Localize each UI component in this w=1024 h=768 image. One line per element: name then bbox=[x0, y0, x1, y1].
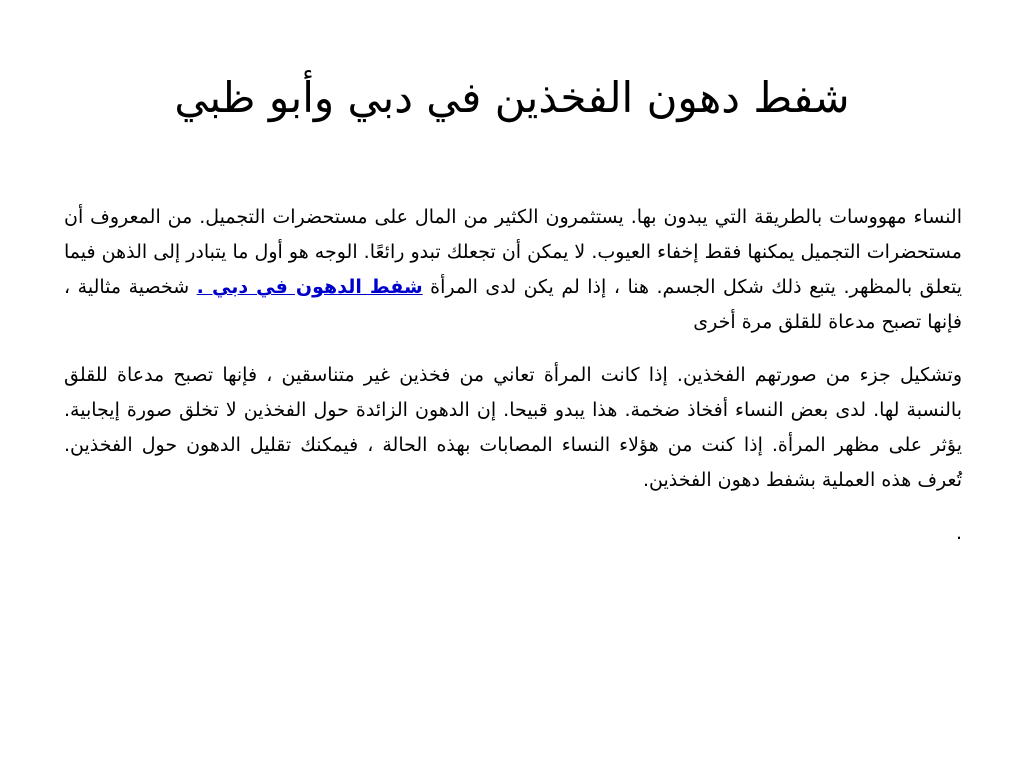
slide-title: شفط دهون الفخذين في دبي وأبو ظبي bbox=[174, 73, 850, 122]
paragraph-2: وتشكيل جزء من صورتهم الفخذين. إذا كانت المرأة تعاني من فخذين غير متناسقين ، فإنها تصبح مدعاة للقلق بالنسبة لها. لدى بعض النساء أفخاذ ضخمة. هذا يبدو قبيحا. إن الدهون الزائدة حول الفخذين لا تخلق صورة إيجابية. يؤثر على مظهر المرأة. إذا كنت من هؤلاء النساء المصابات بهذه الحالة ، فيمكنك تقليل الدهون حول الفخذين. تُعرف هذه العملية بشفط دهون الفخذين. bbox=[64, 364, 962, 491]
paragraph-1-text-before-link: النساء مهووسات بالطريقة التي يبدون بها. يستثمرون الكثير من المال على مستحضرات التجميل. من المعروف أن مستحضرات التجميل يمكنها فقط إخفاء العيوب. لا يمكن أن تجعلك تبدو رائعًا. الوجه هو أول ما يتبادر إلى الذهن فيما يتعلق بالمظهر. يتبع ذلك شكل الجسم. هنا ، إذا لم يكن لدى المرأة bbox=[64, 206, 963, 298]
slide-body bbox=[64, 200, 962, 551]
trailing-dot: . bbox=[955, 522, 962, 544]
paragraph-1-text-after-link: شخصية مثالية ، فإنها تصبح مدعاة للقلق مرة أخرى bbox=[64, 276, 962, 333]
liposuction-dubai-link[interactable]: شفط الدهون في دبي . bbox=[196, 276, 423, 298]
paragraph-1 bbox=[64, 200, 962, 340]
